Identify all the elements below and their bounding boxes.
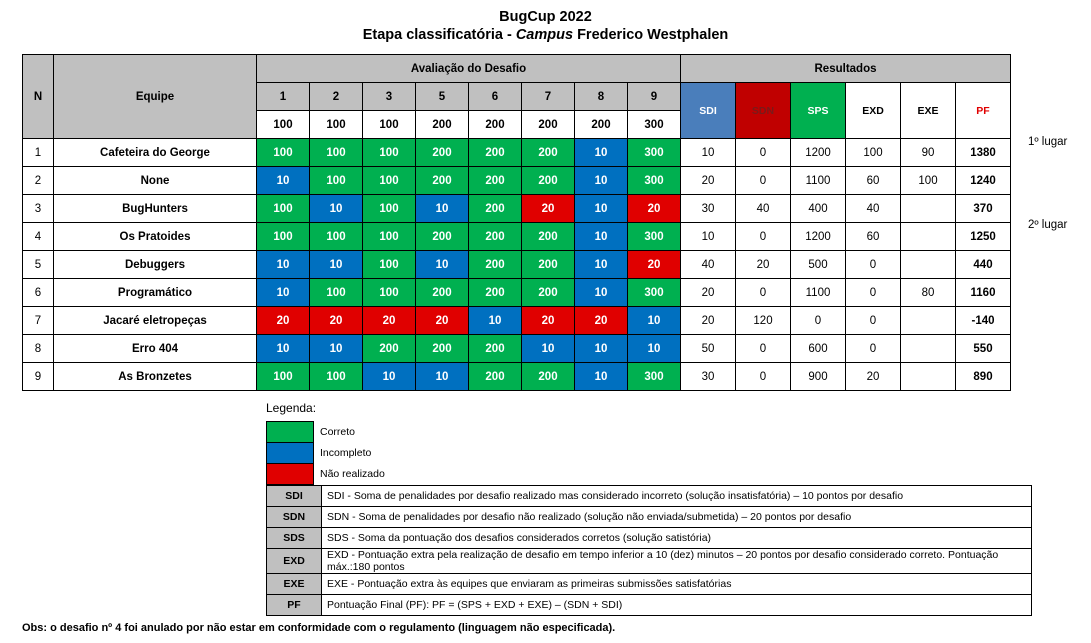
legend	[266, 401, 1091, 616]
team-name: As Bronzetes	[54, 363, 257, 391]
challenge-score-cell: 10	[575, 167, 628, 195]
challenge-score-cell: 200	[522, 363, 575, 391]
challenge-score-cell: 100	[363, 195, 416, 223]
result-sdi-cell: 30	[681, 195, 736, 223]
team-name: Erro 404	[54, 335, 257, 363]
header-challenges-group: Avaliação do Desafio	[257, 55, 681, 83]
table-header	[23, 55, 1011, 139]
legend-description: SDN - Soma de penalidades por desafio não realizado (solução não enviada/submetida) – 20 pontos por desafio	[322, 507, 1032, 528]
title-line-2	[0, 26, 1091, 44]
result-sps-cell: 500	[791, 251, 846, 279]
header-sps	[791, 83, 846, 139]
challenge-score-cell: 10	[628, 335, 681, 363]
title-line-1: BugCup 2022	[499, 9, 592, 25]
header-challenge-8: 8	[575, 83, 628, 111]
result-sdi-cell: 50	[681, 335, 736, 363]
header-points-6: 200	[469, 111, 522, 139]
header-sps-box: SPS	[791, 83, 845, 138]
challenge-score-cell: 10	[310, 195, 363, 223]
legend-description: EXD - Pontuação extra pela realização de desafio em tempo inferior a 10 (dez) minutos – 20 pontos por desafio considerado correto. Pontuação máx.:180 pontos	[322, 549, 1032, 574]
header-sdi	[681, 83, 736, 139]
challenge-score-cell: 200	[469, 363, 522, 391]
challenge-score-cell: 10	[257, 279, 310, 307]
result-sdn-cell: 0	[736, 279, 791, 307]
challenge-score-cell: 10	[363, 363, 416, 391]
challenge-score-cell: 100	[257, 195, 310, 223]
challenge-score-cell: 200	[522, 139, 575, 167]
challenge-score-cell: 10	[522, 335, 575, 363]
challenge-score-cell: 100	[310, 363, 363, 391]
challenge-score-cell: 200	[522, 279, 575, 307]
header-sdi-box: SDI	[681, 83, 735, 138]
result-sps-cell: 900	[791, 363, 846, 391]
result-exd-cell: 60	[846, 223, 901, 251]
legend-color-label: Correto	[320, 426, 356, 439]
result-exe-cell: 90	[901, 139, 956, 167]
challenge-score-cell: 200	[469, 195, 522, 223]
header-points-8: 200	[575, 111, 628, 139]
legend-color-row	[267, 422, 389, 443]
legend-swatch-red	[267, 464, 314, 485]
header-team: Equipe	[54, 55, 257, 139]
challenge-score-cell: 100	[310, 223, 363, 251]
result-sps-cell: 600	[791, 335, 846, 363]
title-line-2-campus: Campus	[515, 27, 574, 44]
header-challenge-2: 2	[310, 83, 363, 111]
result-exd-cell: 20	[846, 363, 901, 391]
result-exe-cell: 80	[901, 279, 956, 307]
result-exd-cell: 0	[846, 251, 901, 279]
challenge-score-cell: 200	[522, 167, 575, 195]
header-points-1: 100	[257, 111, 310, 139]
row-number: 5	[23, 251, 54, 279]
page-title	[0, 0, 1091, 44]
result-sdi-cell: 20	[681, 279, 736, 307]
table-row	[23, 223, 1011, 251]
header-exd	[846, 83, 901, 139]
challenge-score-cell: 10	[310, 251, 363, 279]
result-sdi-cell: 20	[681, 307, 736, 335]
header-sdn-box: SDN	[736, 83, 790, 138]
challenge-score-cell: 200	[469, 223, 522, 251]
result-pf-cell: 1240	[956, 167, 1011, 195]
challenge-score-cell: 10	[628, 307, 681, 335]
result-exd-cell: 0	[846, 335, 901, 363]
result-sdn-cell: 0	[736, 363, 791, 391]
header-challenge-6: 6	[469, 83, 522, 111]
team-name: Os Pratoides	[54, 223, 257, 251]
legend-key: PF	[267, 595, 322, 616]
challenge-score-cell: 100	[363, 167, 416, 195]
team-name: Cafeteira do George	[54, 139, 257, 167]
legend-key: EXD	[267, 549, 322, 574]
challenge-score-cell: 200	[469, 279, 522, 307]
team-name: Programático	[54, 279, 257, 307]
table-row	[23, 363, 1011, 391]
result-pf-cell: 1160	[956, 279, 1011, 307]
legend-key-table	[266, 485, 1032, 616]
result-sdn-cell: 20	[736, 251, 791, 279]
challenge-score-cell: 20	[416, 307, 469, 335]
header-challenge-3: 3	[363, 83, 416, 111]
challenge-score-cell: 200	[363, 335, 416, 363]
legend-swatch-green	[267, 422, 314, 443]
legend-key: SDS	[267, 528, 322, 549]
challenge-score-cell: 200	[416, 335, 469, 363]
legend-color-row	[267, 464, 389, 485]
challenge-score-cell: 10	[257, 335, 310, 363]
challenge-score-cell: 10	[575, 139, 628, 167]
challenge-score-cell: 10	[257, 251, 310, 279]
header-exd-box: EXD	[846, 83, 900, 138]
challenge-score-cell: 20	[575, 307, 628, 335]
challenge-score-cell: 100	[310, 139, 363, 167]
table-row	[23, 307, 1011, 335]
challenge-score-cell: 100	[257, 139, 310, 167]
row-number: 6	[23, 279, 54, 307]
challenge-score-cell: 300	[628, 139, 681, 167]
header-pf	[956, 83, 1011, 139]
result-exd-cell: 0	[846, 307, 901, 335]
result-sdi-cell: 30	[681, 363, 736, 391]
result-exe-cell	[901, 195, 956, 223]
challenge-score-cell: 200	[469, 139, 522, 167]
result-sps-cell: 1100	[791, 279, 846, 307]
result-pf-cell: 550	[956, 335, 1011, 363]
legend-key: SDN	[267, 507, 322, 528]
result-sps-cell: 1200	[791, 139, 846, 167]
legend-title: Legenda:	[266, 401, 317, 416]
legend-description: EXE - Pontuação extra às equipes que enviaram as primeiras submissões satisfatórias	[322, 574, 1032, 595]
result-exd-cell: 40	[846, 195, 901, 223]
legend-swatch-blue	[267, 443, 314, 464]
result-exe-cell	[901, 335, 956, 363]
row-number: 1	[23, 139, 54, 167]
result-sdn-cell: 0	[736, 139, 791, 167]
legend-entry-row	[267, 528, 1032, 549]
table-row	[23, 167, 1011, 195]
result-exe-cell	[901, 223, 956, 251]
challenge-score-cell: 100	[257, 223, 310, 251]
challenge-score-cell: 100	[310, 279, 363, 307]
challenge-score-cell: 200	[522, 251, 575, 279]
challenge-score-cell: 20	[310, 307, 363, 335]
challenge-score-cell: 20	[363, 307, 416, 335]
legend-color-row	[267, 443, 389, 464]
result-pf-cell: -140	[956, 307, 1011, 335]
result-sdn-cell: 0	[736, 335, 791, 363]
result-pf-cell: 370	[956, 195, 1011, 223]
result-exd-cell: 60	[846, 167, 901, 195]
header-n: N	[23, 55, 54, 139]
challenge-score-cell: 100	[310, 167, 363, 195]
challenge-score-cell: 100	[363, 223, 416, 251]
legend-key: EXE	[267, 574, 322, 595]
legend-color-table	[266, 421, 389, 485]
challenge-score-cell: 20	[628, 195, 681, 223]
result-pf-cell: 1380	[956, 139, 1011, 167]
table-body	[23, 139, 1011, 391]
rank-label: 2º lugar	[1028, 218, 1068, 231]
challenge-score-cell: 10	[416, 363, 469, 391]
challenge-score-cell: 20	[522, 307, 575, 335]
challenge-score-cell: 10	[257, 167, 310, 195]
challenge-score-cell: 100	[257, 363, 310, 391]
challenge-score-cell: 300	[628, 223, 681, 251]
rank-label: 1º lugar	[1028, 136, 1068, 148]
title-line-2-pre: Etapa classificatória -	[362, 27, 516, 44]
result-pf-cell: 1250	[956, 223, 1011, 251]
legend-description: SDS - Soma da pontuação dos desafios considerados corretos (solução satistória)	[322, 528, 1032, 549]
challenge-score-cell: 20	[522, 195, 575, 223]
challenge-score-cell: 100	[363, 139, 416, 167]
team-name: Debuggers	[54, 251, 257, 279]
observation-note: Obs: o desafio nº 4 foi anulado por não estar em conformidade com o regulamento (linguagem não especificada).	[22, 622, 616, 634]
challenge-score-cell: 10	[575, 335, 628, 363]
challenge-score-cell: 10	[416, 251, 469, 279]
challenge-score-cell: 10	[310, 335, 363, 363]
result-sdi-cell: 40	[681, 251, 736, 279]
legend-entry-row	[267, 574, 1032, 595]
table-row	[23, 251, 1011, 279]
title-line-2-post: Frederico Westphalen	[573, 27, 729, 44]
table-row	[23, 139, 1011, 167]
table-row	[23, 195, 1011, 223]
table-row	[23, 279, 1011, 307]
table-row	[23, 335, 1011, 363]
challenge-score-cell: 200	[469, 251, 522, 279]
challenge-score-cell: 200	[416, 167, 469, 195]
challenge-score-cell: 200	[416, 223, 469, 251]
challenge-score-cell: 10	[575, 279, 628, 307]
challenge-score-cell: 20	[628, 251, 681, 279]
row-number: 9	[23, 363, 54, 391]
row-number: 8	[23, 335, 54, 363]
legend-color-label: Incompleto	[320, 447, 372, 460]
challenge-score-cell: 20	[257, 307, 310, 335]
result-sdn-cell: 0	[736, 223, 791, 251]
challenge-score-cell: 10	[575, 363, 628, 391]
challenge-score-cell: 300	[628, 279, 681, 307]
result-sdn-cell: 40	[736, 195, 791, 223]
result-sps-cell: 1200	[791, 223, 846, 251]
result-exe-cell	[901, 307, 956, 335]
legend-key: SDI	[267, 486, 322, 507]
result-exd-cell: 100	[846, 139, 901, 167]
result-exe-cell	[901, 251, 956, 279]
header-challenge-1: 1	[257, 83, 310, 111]
result-sps-cell: 0	[791, 307, 846, 335]
result-exe-cell: 100	[901, 167, 956, 195]
challenge-score-cell: 10	[575, 251, 628, 279]
legend-color-label: Não realizado	[320, 468, 385, 481]
result-sdn-cell: 120	[736, 307, 791, 335]
legend-description: SDI - Soma de penalidades por desafio realizado mas considerado incorreto (solução insatisfatória) – 10 pontos por desafio	[322, 486, 1032, 507]
legend-description: Pontuação Final (PF): PF = (SPS + EXD + EXE) – (SDN + SDI)	[322, 595, 1032, 616]
legend-entry-row	[267, 507, 1032, 528]
header-points-7: 200	[522, 111, 575, 139]
result-exe-cell	[901, 363, 956, 391]
result-sps-cell: 400	[791, 195, 846, 223]
legend-entry-row	[267, 549, 1032, 574]
header-sdn	[736, 83, 791, 139]
header-challenge-7: 7	[522, 83, 575, 111]
challenge-score-cell: 200	[522, 223, 575, 251]
row-number: 3	[23, 195, 54, 223]
challenge-score-cell: 200	[469, 335, 522, 363]
table-header-row-1	[23, 55, 1011, 83]
results-table	[22, 54, 1011, 391]
result-pf-cell: 890	[956, 363, 1011, 391]
result-sps-cell: 1100	[791, 167, 846, 195]
header-exe-box: EXE	[901, 83, 955, 138]
challenge-score-cell: 10	[575, 195, 628, 223]
header-challenge-9: 9	[628, 83, 681, 111]
challenge-score-cell: 10	[416, 195, 469, 223]
challenge-score-cell: 100	[363, 251, 416, 279]
row-number: 4	[23, 223, 54, 251]
result-sdi-cell: 10	[681, 223, 736, 251]
challenge-score-cell: 10	[469, 307, 522, 335]
header-points-3: 100	[363, 111, 416, 139]
result-sdi-cell: 10	[681, 139, 736, 167]
challenge-score-cell: 300	[628, 363, 681, 391]
row-number: 2	[23, 167, 54, 195]
challenge-score-cell: 200	[469, 167, 522, 195]
legend-entry-row	[267, 595, 1032, 616]
result-exd-cell: 0	[846, 279, 901, 307]
team-name: Jacaré eletropeças	[54, 307, 257, 335]
row-number: 7	[23, 307, 54, 335]
result-sdi-cell: 20	[681, 167, 736, 195]
challenge-score-cell: 200	[416, 139, 469, 167]
challenge-score-cell: 200	[416, 279, 469, 307]
result-sdn-cell: 0	[736, 167, 791, 195]
header-points-9: 300	[628, 111, 681, 139]
result-pf-cell: 440	[956, 251, 1011, 279]
header-pf-box: PF	[956, 83, 1010, 138]
challenge-score-cell: 10	[575, 223, 628, 251]
team-name: None	[54, 167, 257, 195]
team-name: BugHunters	[54, 195, 257, 223]
header-exe	[901, 83, 956, 139]
header-challenge-5: 5	[416, 83, 469, 111]
legend-entry-row	[267, 486, 1032, 507]
header-points-5: 200	[416, 111, 469, 139]
challenge-score-cell: 300	[628, 167, 681, 195]
header-results-group: Resultados	[681, 55, 1011, 83]
header-points-2: 100	[310, 111, 363, 139]
challenge-score-cell: 100	[363, 279, 416, 307]
